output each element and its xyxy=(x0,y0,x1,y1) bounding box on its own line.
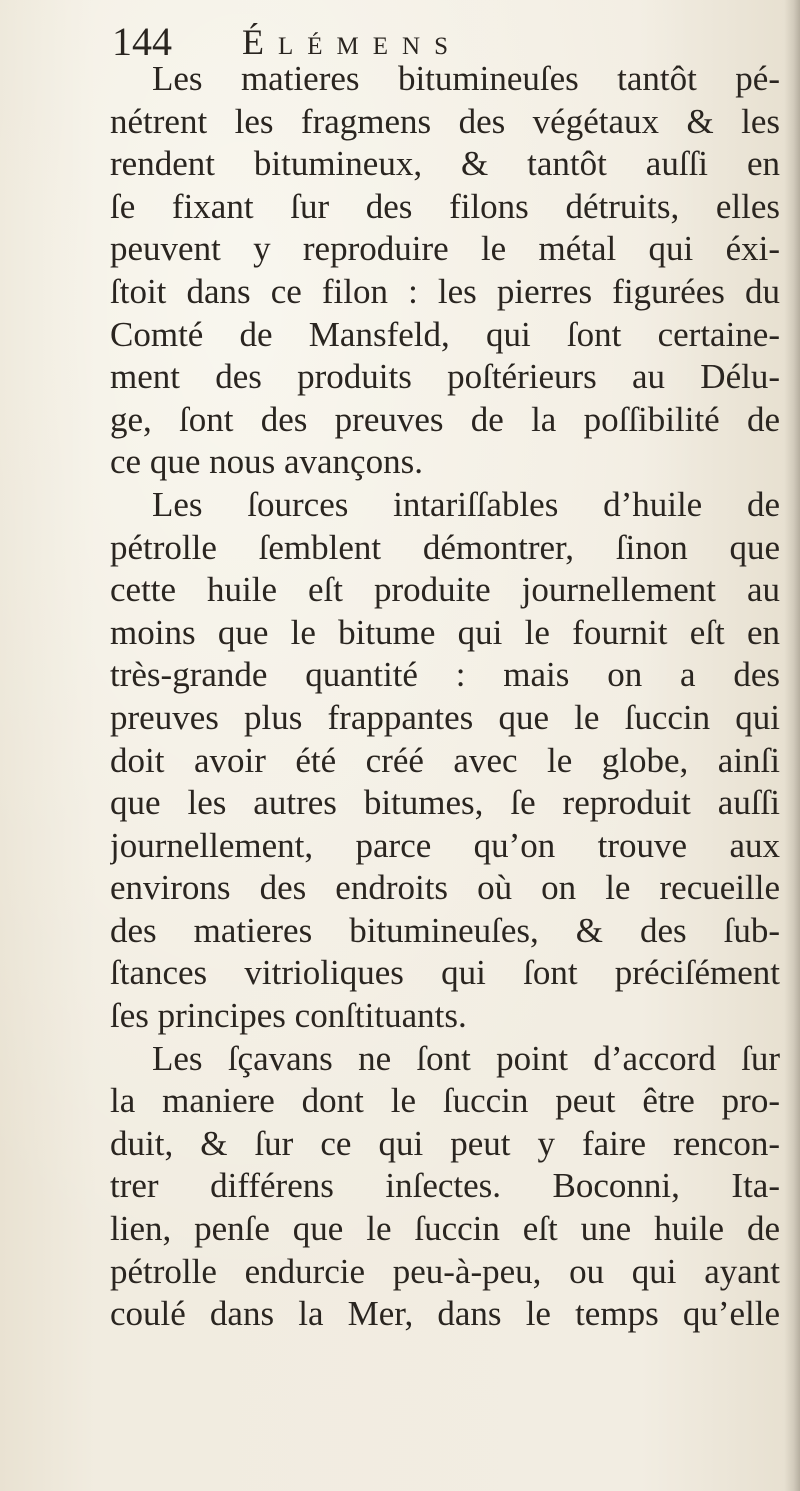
text-line: ce que nous avançons. xyxy=(110,442,423,482)
text-line: peuvent y reproduire le métal qui éxi- xyxy=(110,229,780,269)
text-line: pétrolle endurcie peu-à-peu, ou qui ayant xyxy=(110,1251,780,1291)
text-line: moins que le bitume qui le fournit eſt en xyxy=(110,612,780,652)
text-line: que les autres bitumes, ſe reproduit auſſi xyxy=(110,783,780,823)
text-line: Les ſources intariſſables d’huile de xyxy=(152,484,780,524)
text-line: des matieres bitumineuſes, & des ſub- xyxy=(110,910,780,950)
text-line: doit avoir été créé avec le globe, ainſi xyxy=(110,740,780,780)
text-line: Les matieres bitumineuſes tantôt pé- xyxy=(152,59,780,98)
text-line: Comté de Mansfeld, qui ſont certaine- xyxy=(110,314,780,354)
text-line: rendent bitumineux, & tantôt auſſi en xyxy=(110,144,780,184)
page-number: 144 xyxy=(112,19,172,64)
text-line: ſe fixant ſur des filons détruits, elles xyxy=(110,186,780,226)
text-line: journellement, parce qu’on trouve aux xyxy=(110,825,780,865)
text-line: très-grande quantité : mais on a des xyxy=(110,655,780,695)
text-line: coulé dans la Mer, dans le temps qu’elle xyxy=(110,1294,780,1334)
text-line: la maniere dont le ſuccin peut être pro- xyxy=(110,1081,780,1121)
text-line: environs des endroits où on le recueille xyxy=(110,868,780,908)
body-text xyxy=(110,58,780,1336)
text-line: duit, & ſur ce qui peut y faire rencon- xyxy=(110,1123,780,1163)
text-line: nétrent les fragmens des végétaux & les xyxy=(110,101,780,141)
text-line: ge, ſont des preuves de la poſſibilité de xyxy=(110,399,780,439)
text-line: cette huile eſt produite journellement au xyxy=(110,570,780,610)
text-line: ment des produits poſtérieurs au Délu- xyxy=(110,357,780,397)
text-line: preuves plus frappantes que le ſuccin qui xyxy=(110,697,780,737)
text-line: ſtances vitrioliques qui ſont préciſément xyxy=(110,953,780,993)
page-gutter-shadow xyxy=(784,0,800,1491)
text-line: Les ſçavans ne ſont point d’accord ſur xyxy=(152,1038,780,1078)
text-line: ſes principes conſtituants. xyxy=(110,996,467,1036)
running-title: Élémens xyxy=(242,22,462,62)
text-line: trer différens inſectes. Boconni, Ita- xyxy=(110,1166,780,1206)
text-line: ſtoit dans ce filon : les pierres figurées du xyxy=(110,271,780,311)
text-line: lien, penſe que le ſuccin eſt une huile de xyxy=(110,1209,780,1249)
text-line: pétrolle ſemblent démontrer, ſinon que xyxy=(110,527,780,567)
